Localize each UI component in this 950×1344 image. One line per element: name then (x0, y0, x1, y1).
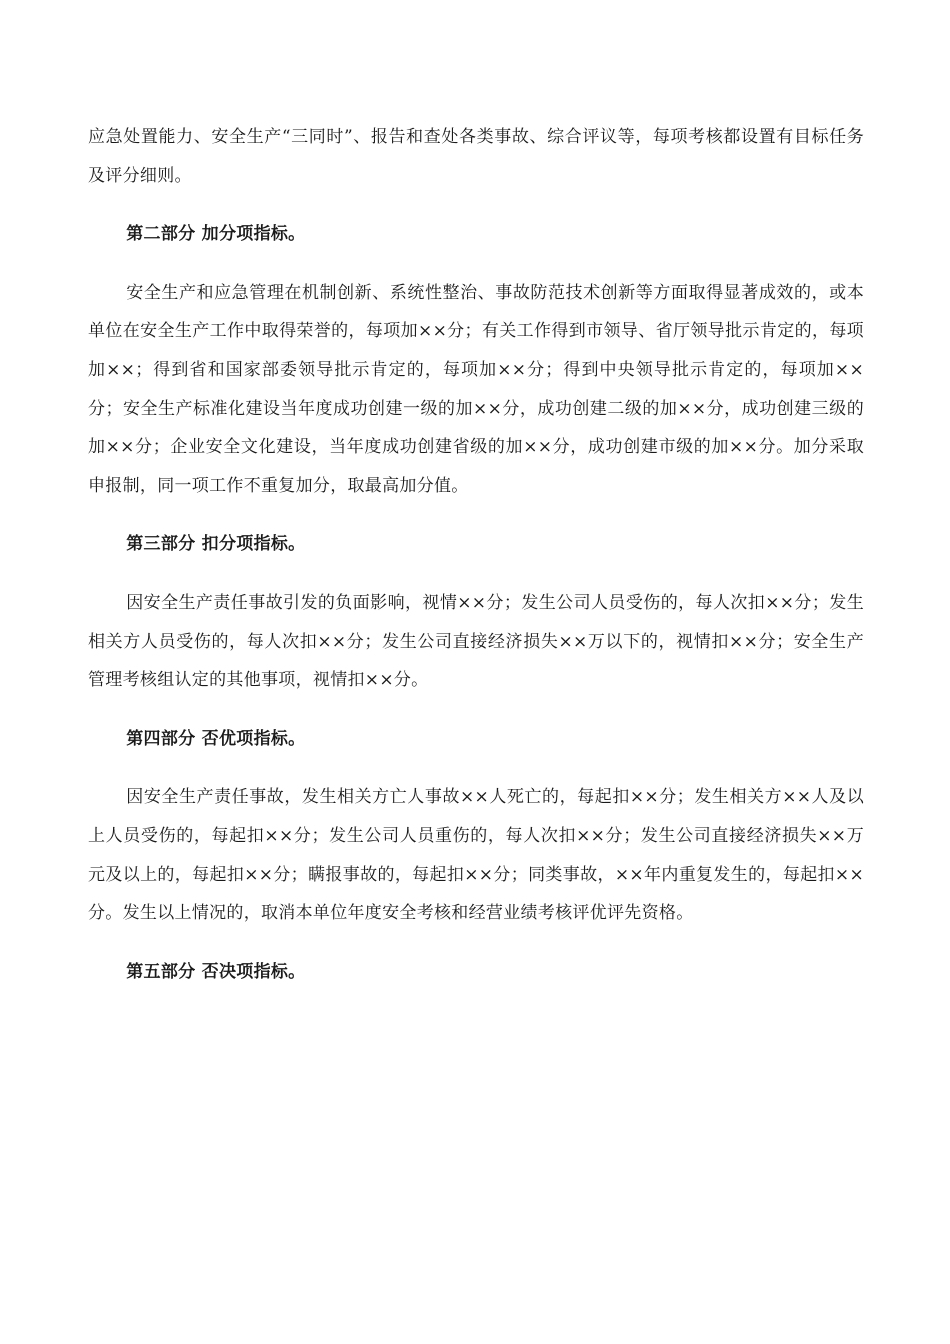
document-page (88, 118, 864, 991)
paragraph-intro: 应急处置能力、安全生产“三同时”、报告和查处各类事故、综合评议等，每项考核都设置有目标任务及评分细则。 (88, 127, 864, 186)
heading-part-four: 第四部分 否优项指标。 (126, 728, 306, 749)
heading-part-two: 第二部分 加分项指标。 (126, 224, 306, 245)
paragraph-part-four: 因安全生产责任事故，发生相关方亡人事故××人死亡的，每起扣××分；发生相关方××人及以上人员受伤的，每起扣××分；发生公司人员重伤的，每人次扣××分；发生公司直接经济损失××万元及以上的，每起扣××分；瞒报事故的，每起扣××分；同类事故，××年内重复发生的，每起扣××分。发生以上情况的，取消本单位年度安全考核和经营业绩考核评优评先资格。 (88, 787, 864, 924)
heading-part-three: 第三部分 扣分项指标。 (126, 534, 306, 555)
paragraph-part-three: 因安全生产责任事故引发的负面影响，视情××分；发生公司人员受伤的，每人次扣××分；发生相关方人员受伤的，每人次扣××分；发生公司直接经济损失××万以下的，视情扣××分；安全生产管理考核组认定的其他事项，视情扣××分。 (88, 592, 864, 691)
paragraph-part-two: 安全生产和应急管理在机制创新、系统性整治、事故防范技术创新等方面取得显著成效的，或本单位在安全生产工作中取得荣誉的，每项加××分；有关工作得到市领导、省厅领导批示肯定的，每项加××；得到省和国家部委领导批示肯定的，每项加××分；得到中央领导批示肯定的，每项加××分；安全生产标准化建设当年度成功创建一级的加××分，成功创建二级的加××分，成功创建三级的加××分；企业安全文化建设，当年度成功创建省级的加××分，成功创建市级的加××分。加分采取申报制，同一项工作不重复加分，取最高加分值。 (88, 282, 864, 496)
heading-part-five: 第五部分 否决项指标。 (126, 961, 306, 982)
